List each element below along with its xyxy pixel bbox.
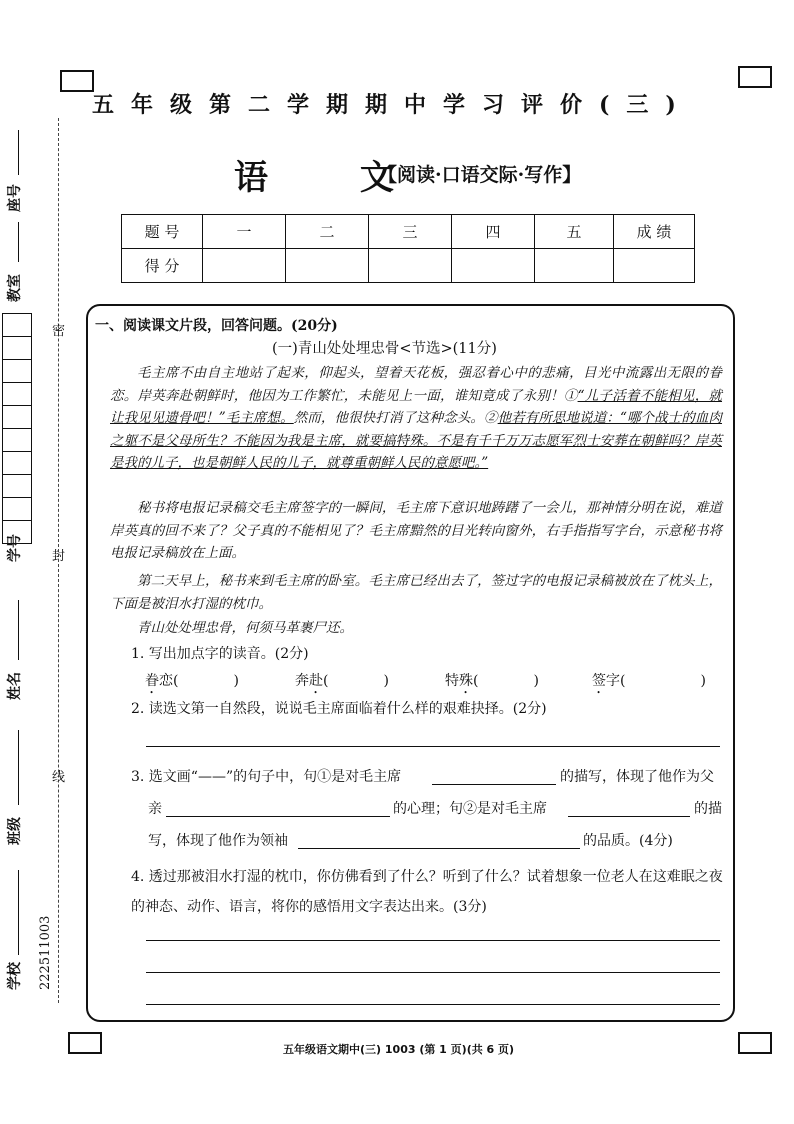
score-header-cell: 三 — [369, 215, 452, 249]
room-label: 教室 — [7, 274, 23, 302]
answer-line[interactable] — [146, 746, 720, 747]
student-code: 222511003 — [38, 915, 53, 990]
score-row-label: 得 分 — [122, 249, 203, 283]
score-input-cell[interactable] — [452, 249, 535, 283]
answer-blank[interactable] — [298, 848, 580, 849]
seal-mi: 密 — [52, 324, 66, 339]
question-3-e: 的描 — [694, 801, 722, 817]
registration-mark — [738, 66, 772, 88]
answer-line[interactable] — [146, 972, 720, 973]
question-3-g: 的品质。(4分) — [583, 833, 673, 849]
passage-para-1 — [110, 362, 722, 475]
score-input-cell[interactable] — [286, 249, 369, 283]
question-3-c: 亲 — [148, 801, 162, 817]
subject-title: 语 文 — [234, 158, 434, 198]
name-blank[interactable] — [18, 600, 20, 660]
question-3-f: 写，体现了他作为领袖 — [148, 833, 288, 849]
registration-mark — [68, 1032, 102, 1054]
question-3-b: 的描写，体现了他作为父 — [560, 769, 714, 785]
page-footer: 五年级语文期中(三) 1003 (第 1 页)(共 6 页) — [283, 1043, 515, 1056]
section-heading: 一、阅读课文片段，回答问题。(20分) — [95, 318, 338, 334]
underlined-sentence-2: 他若有所思地说道：“哪个战士的血肉之躯不是父母所生？不能因为我是主席，就要搞特殊。不是有千千万万志愿军烈士安葬在朝鲜吗？岸英是我的儿子，也是朝鲜人民的儿子，就尊重朝鲜人民的意愿吧。” — [110, 410, 723, 471]
q1-item: 签字( ) — [592, 673, 706, 689]
score-header-cell: 成 绩 — [614, 215, 695, 249]
seat-blank[interactable] — [18, 130, 20, 175]
school-label: 学校 — [7, 962, 23, 990]
class-label: 班级 — [7, 817, 23, 845]
seal-xian: 线 — [52, 770, 66, 785]
passage-title: (一)青山处处埋忠骨<节选>(11分) — [272, 341, 497, 357]
question-1: 1. 写出加点字的读音。(2分) — [131, 646, 309, 662]
score-header-cell: 二 — [286, 215, 369, 249]
score-header-cell: 四 — [452, 215, 535, 249]
name-label: 姓名 — [7, 672, 23, 700]
para1-text-b: 然而，他很快打消了这种念头。② — [293, 410, 498, 426]
class-blank[interactable] — [18, 730, 20, 805]
question-3-a: 3. 选文画“——”的句子中，句①是对毛主席 — [131, 769, 402, 785]
answer-blank[interactable] — [568, 816, 690, 817]
registration-mark — [738, 1032, 772, 1054]
answer-line[interactable] — [146, 940, 720, 941]
underlined-sentence-1: “儿子活着不能相见，就让我见见遗骨吧！”毛主席想。 — [110, 387, 723, 426]
question-4: 4. 透过那被泪水打湿的枕巾，你仿佛看到了什么？听到了什么？试着想象一位老人在这难眠之夜的神态、动作、语言，将你的感悟用文字表达出来。(3分) — [131, 869, 723, 915]
score-header-cell: 五 — [535, 215, 614, 249]
answer-blank[interactable] — [166, 816, 390, 817]
q1-item: 特殊( ) — [445, 673, 539, 689]
score-header-cell: 题 号 — [122, 215, 203, 249]
passage-para-3: 第二天早上，秘书来到毛主席的卧室。毛主席已经出去了，签过字的电报记录稿被放在了枕头上，下面是被泪水打湿的枕巾。 — [110, 573, 722, 612]
passage-para-2: 秘书将电报记录稿交毛主席签字的一瞬间，毛主席下意识地踌躇了一会儿，那神情分明在说，难道岸英真的回不来了？父子真的不能相见了？毛主席黯然的目光转向窗外，右手指指写字台，示意秘书将电报记录稿放在上面。 — [110, 500, 722, 561]
passage-para-4: 青山处处埋忠骨，何须马革裹尸还。 — [137, 620, 353, 636]
exam-title: 五年级第二学期期中学习评价(三) — [92, 92, 693, 118]
subject-subtitle: 【阅读·口语交际·写作】 — [378, 164, 582, 186]
score-input-cell[interactable] — [369, 249, 452, 283]
score-input-cell[interactable] — [535, 249, 614, 283]
score-header-row — [122, 215, 695, 249]
score-value-row — [122, 249, 695, 283]
q1-item: 眷恋( ) — [145, 673, 239, 689]
score-input-cell[interactable] — [203, 249, 286, 283]
question-2: 2. 读选文第一自然段，说说毛主席面临着什么样的艰难抉择。(2分) — [131, 701, 547, 717]
seat-label: 座号 — [7, 184, 23, 212]
seat-grid — [2, 313, 32, 544]
q1-item: 奔赴( ) — [295, 673, 389, 689]
para1-text-a: 毛主席不由自主地站了起来，仰起头，望着天花板，强忍着心中的悲痛，目光中流露出无限的眷恋。岸英奔赴朝鲜时，他因为工作繁忙，未能见上一面，谁知竟成了永别！① — [110, 365, 722, 404]
score-table — [121, 214, 695, 283]
score-header-cell: 一 — [203, 215, 286, 249]
number-label: 学号 — [7, 534, 23, 562]
answer-line[interactable] — [146, 1004, 720, 1005]
seal-feng: 封 — [52, 549, 66, 564]
registration-mark — [60, 70, 94, 92]
score-input-cell[interactable] — [614, 249, 695, 283]
question-3-d: 的心理；句②是对毛主席 — [393, 801, 547, 817]
room-blank[interactable] — [18, 222, 20, 262]
school-blank[interactable] — [18, 870, 20, 955]
answer-blank[interactable] — [432, 784, 556, 785]
